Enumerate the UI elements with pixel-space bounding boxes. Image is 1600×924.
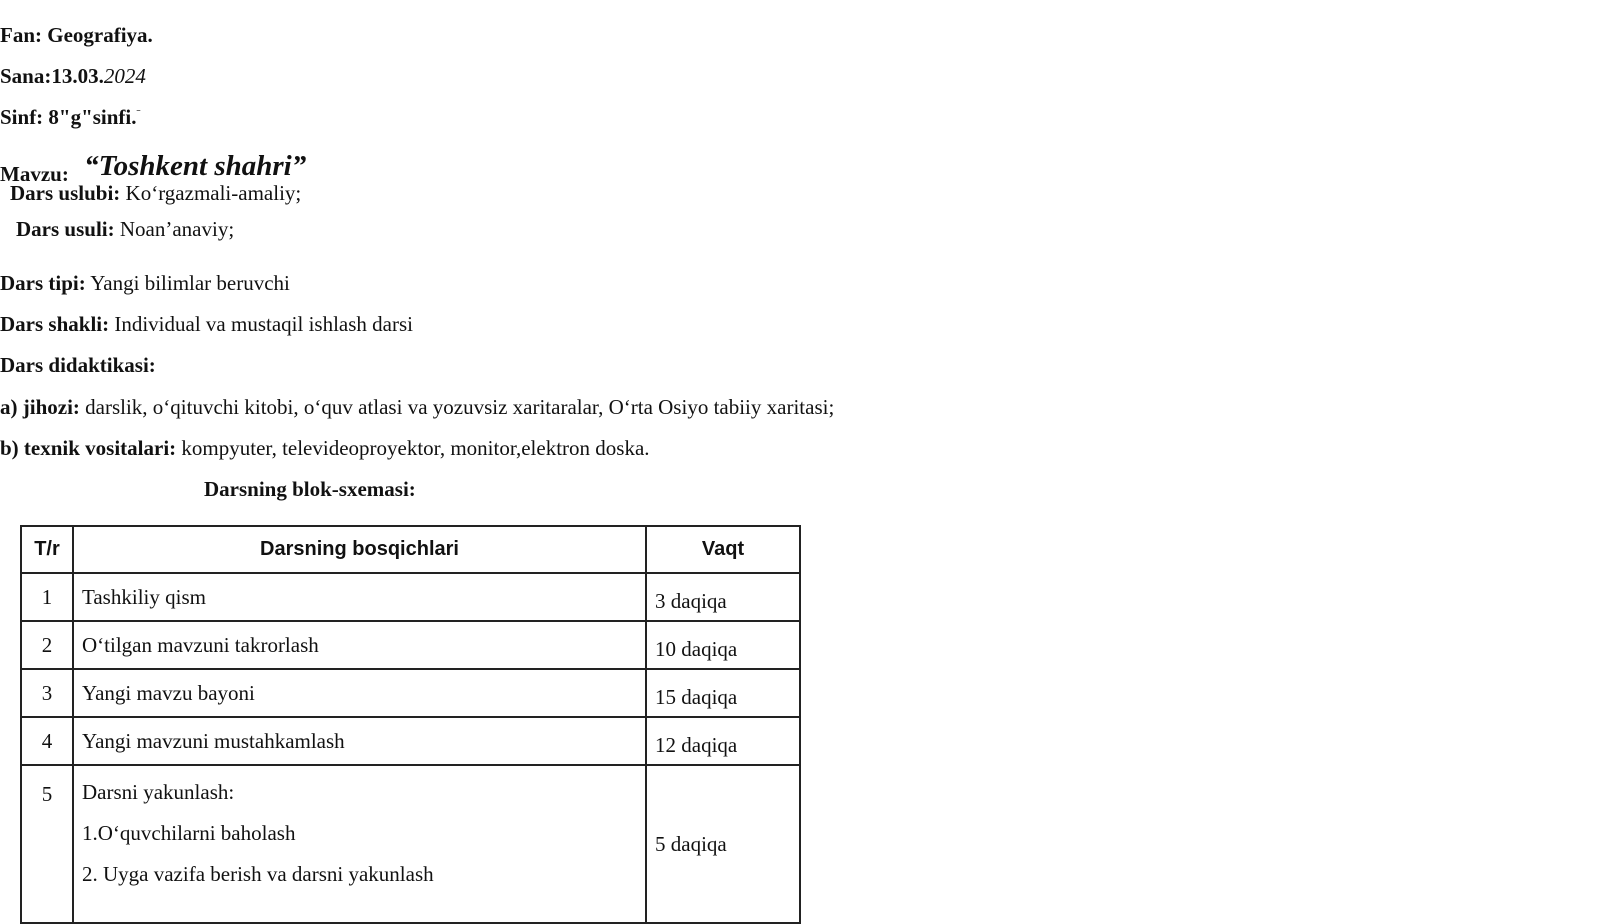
row-number: 1	[21, 573, 73, 621]
style-label: Dars uslubi:	[10, 181, 121, 205]
type-label: Dars tipi:	[0, 271, 86, 295]
table-row-final	[21, 765, 800, 923]
row-stage: Yangi mavzuni mustahkamlash	[73, 717, 646, 765]
table-row	[21, 669, 800, 717]
class-label: Sinf: 8"g"sinfi.	[0, 105, 137, 129]
row-time-cell	[646, 717, 800, 765]
header-time: Vaqt	[646, 526, 800, 573]
lesson-stages-table	[20, 525, 801, 924]
row-stage: Tashkiliy qism	[73, 573, 646, 621]
row-stage: O‘tilgan mavzuni takrorlash	[73, 621, 646, 669]
style-value: Ko‘rgazmali-amaliy;	[120, 181, 302, 205]
equipment-line	[0, 397, 834, 418]
topic-line	[0, 150, 307, 186]
row-time-cell	[646, 765, 800, 923]
table-header-row	[21, 526, 800, 573]
tech-line	[0, 438, 650, 459]
method-label: Dars usuli:	[16, 217, 115, 241]
class-tick: ˉ	[136, 106, 141, 120]
method-line	[16, 219, 234, 240]
scheme-title: Darsning blok-sxemasi:	[204, 477, 416, 501]
row-time-cell	[646, 573, 800, 621]
row-time: 10 daqiqa	[655, 636, 738, 661]
equipment-value: darslik, o‘qituvchi kitobi, o‘quv atlasi va yozuvsiz xaritaralar, O‘rta Osiyo tabiiy xaritasi;	[79, 395, 835, 419]
stage-subline: 1.O‘quvchilarni baholash	[82, 821, 296, 845]
type-line	[0, 273, 290, 294]
row-number: 2	[21, 621, 73, 669]
form-value: Individual va mustaqil ishlash darsi	[109, 312, 413, 336]
stage-subline: Darsni yakunlash:	[82, 780, 235, 804]
class-line	[0, 107, 141, 128]
method-value: Noan’anaviy;	[114, 217, 235, 241]
row-stage-multiline	[73, 765, 646, 923]
form-line	[0, 314, 413, 335]
table-row	[21, 573, 800, 621]
type-value: Yangi bilimlar beruvchi	[85, 271, 290, 295]
stage-subline: 2. Uyga vazifa berish va darsni yakunlash	[82, 862, 434, 886]
style-line	[10, 183, 301, 204]
row-number: 4	[21, 717, 73, 765]
subject-line: Fan: Geografiya.	[0, 23, 153, 47]
tech-value: kompyuter, televideoproyektor, monitor,elektron doska.	[176, 436, 650, 460]
row-time: 3 daqiqa	[655, 588, 727, 613]
header-number: T/r	[21, 526, 73, 573]
topic-label: Mavzu:	[0, 162, 69, 186]
equipment-label: a) jihozi:	[0, 395, 80, 419]
row-time: 5 daqiqa	[655, 831, 727, 856]
form-label: Dars shakli:	[0, 312, 110, 336]
row-number: 3	[21, 669, 73, 717]
row-stage: Yangi mavzu bayoni	[73, 669, 646, 717]
topic-value: “Toshkent shahri”	[84, 150, 307, 182]
didactics-label: Dars didaktikasi:	[0, 353, 156, 377]
table-row	[21, 621, 800, 669]
date-year: 2024	[103, 64, 146, 88]
row-number: 5	[21, 765, 73, 923]
row-time: 12 daqiqa	[655, 732, 738, 757]
date-line	[0, 66, 146, 87]
header-stages: Darsning bosqichlari	[73, 526, 646, 573]
tech-label: b) texnik vositalari:	[0, 436, 177, 460]
table-row	[21, 717, 800, 765]
row-time-cell	[646, 621, 800, 669]
row-time: 15 daqiqa	[655, 684, 738, 709]
row-time-cell	[646, 669, 800, 717]
date-label: Sana:13.03.	[0, 64, 104, 88]
